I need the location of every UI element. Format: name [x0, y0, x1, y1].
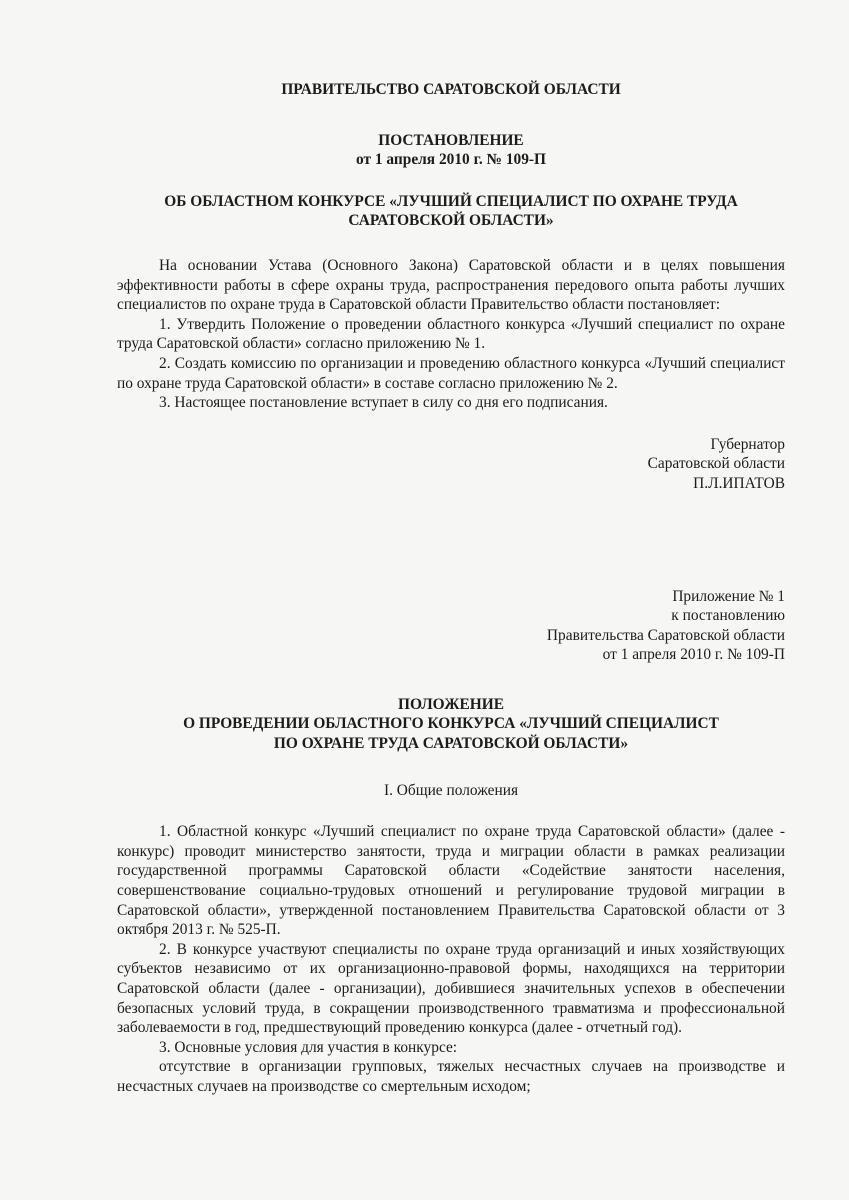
appendix-line-4: от 1 апреля 2010 г. № 109-П: [602, 646, 785, 664]
regulation-body: [117, 822, 785, 1096]
decree-item-1: 1. Утвердить Положение о проведении областного конкурса «Лучший специалист по охране труда Саратовской области» согласно приложению № 1.: [117, 315, 785, 353]
decree-heading: [117, 131, 785, 170]
section-heading: I. Общие положения: [383, 781, 519, 799]
regulation-title: [117, 695, 785, 754]
regulation-paragraph-4: отсутствие в организации групповых, тяжелых несчастных случаев на производстве и несчастных случаев на производстве со смертельным исходом;: [117, 1058, 785, 1095]
regulation-paragraph-2: 2. В конкурсе участвуют специалисты по охране труда организаций и иных хозяйствующих субъектов независимо от их организационно-правовой формы, находящихся на территории Саратовской области (далее - организации), добившиеся значительных успехов в обеспечении безопасных условий труда, в сокращении производственного травматизма и профессиональной заболеваемости в год, предшествующий проведению конкурса (далее - отчетный год).: [117, 940, 785, 1037]
subject-line-2: САРАТОВСКОЙ ОБЛАСТИ»: [348, 212, 554, 230]
regulation-title-1: ПОЛОЖЕНИЕ: [398, 695, 504, 713]
signature-title: Губернатор: [710, 435, 785, 453]
decree-subject: [117, 192, 785, 231]
regulation-title-2: О ПРОВЕДЕНИИ ОБЛАСТНОГО КОНКУРСА «ЛУЧШИЙ СПЕЦИАЛИСТ: [183, 715, 719, 733]
government-name: ПРАВИТЕЛЬСТВО САРАТОВСКОЙ ОБЛАСТИ: [281, 81, 621, 98]
preamble-paragraph: На основании Устава (Основного Закона) Саратовской области и в целях повышения эффективности работы в сфере охраны труда, распространения передового опыта работы лучших специалистов по охране труда в Саратовской области Правительство области постановляет:: [117, 256, 785, 314]
signature-block: [117, 435, 785, 494]
appendix-line-2: к постановлению: [671, 607, 785, 625]
doc-type: ПОСТАНОВЛЕНИЕ: [378, 131, 524, 149]
appendix-line-3: Правительства Саратовской области: [546, 626, 785, 644]
subject-line-1: ОБ ОБЛАСТНОМ КОНКУРСЕ «ЛУЧШИЙ СПЕЦИАЛИСТ ПО ОХРАНЕ ТРУДА: [164, 192, 738, 210]
regulation-paragraph-1: 1. Областной конкурс «Лучший специалист по охране труда Саратовской области» (далее - конкурс) проводит министерство занятости, труда и миграции области в рамках реализации государственной программы Саратовской области «Содействие занятости населения, совершенствование социально-трудовых отношений и регулирование трудовой миграции в Саратовской области», утвержденной постановлением Правительства Саратовской области от 3 октября 2013 г. № 525-П.: [117, 823, 785, 939]
decree-item-2: 2. Создать комиссию по организации и проведению областного конкурса «Лучший специалист по охране труда Саратовской области» в составе согласно приложению № 2.: [117, 354, 785, 392]
appendix-line-1: Приложение № 1: [672, 587, 785, 605]
decree-body: [117, 256, 785, 413]
doc-date: от 1 апреля 2010 г. № 109-П: [355, 151, 547, 169]
regulation-title-3: ПО ОХРАНЕ ТРУДА САРАТОВСКОЙ ОБЛАСТИ»: [273, 735, 629, 753]
decree-item-3: 3. Настоящее постановление вступает в силу со дня его подписания.: [159, 394, 608, 412]
regulation-paragraph-3: 3. Основные условия для участия в конкурсе:: [159, 1038, 458, 1056]
appendix-header: [117, 587, 785, 665]
signature-region: Саратовской области: [647, 455, 785, 473]
signature-name: П.Л.ИПАТОВ: [693, 474, 785, 492]
